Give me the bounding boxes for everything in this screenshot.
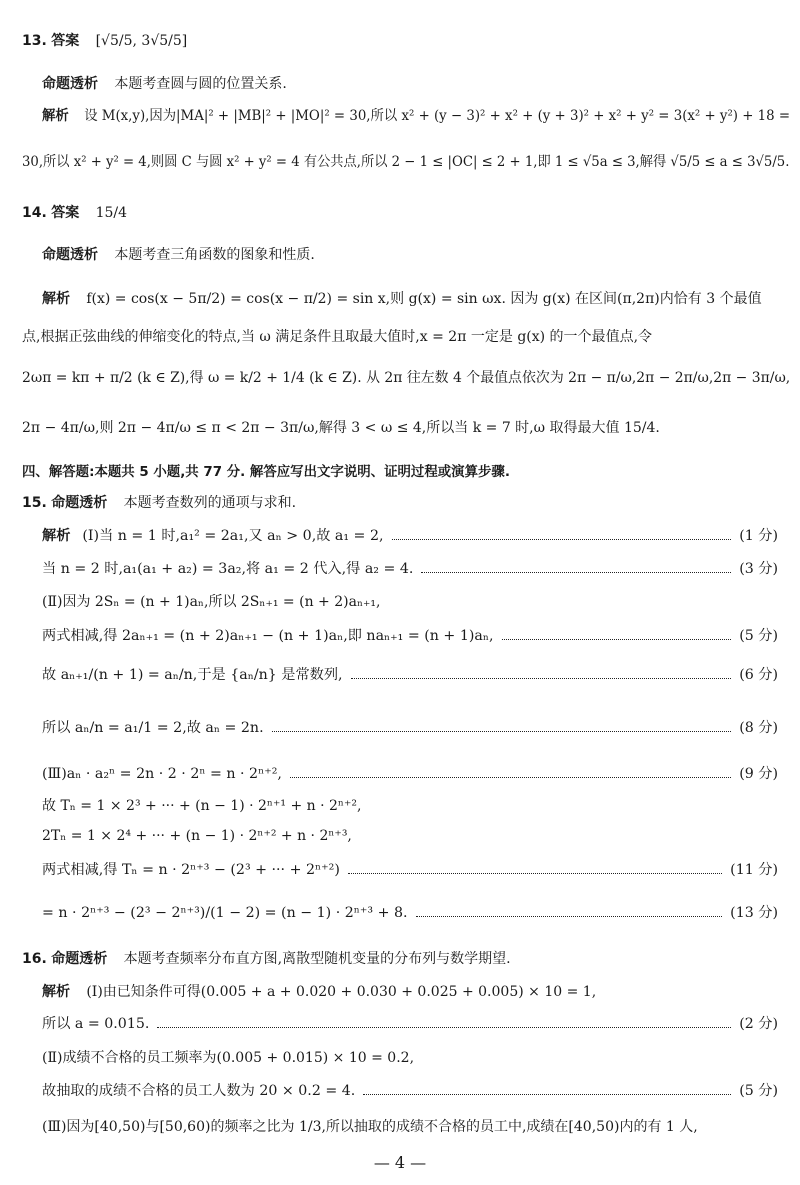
q15-step5-text: 故 aₙ₊₁/(n + 1) = aₙ/n,于是 {aₙ/n} 是常数列,	[42, 667, 343, 683]
q15-step2	[42, 558, 778, 578]
q16-score4: (5 分)	[739, 1083, 778, 1099]
q15-step4	[42, 625, 778, 645]
q14-analysis-label: 解析	[42, 291, 71, 307]
q16-score2: (2 分)	[739, 1016, 778, 1032]
q14-analysis-line3: 2ωπ = kπ + π/2 (k ∈ Z),得 ω = k/2 + 1/4 (k ∈ Z). 从 2π 往左数 4 个最值点依次为 2π − π/ω,2π − 2π/ω,2π − 3π/ω,	[22, 370, 791, 386]
q14-answer-label: 答案	[51, 205, 80, 221]
q13-analysis-text1: 设 M(x,y),因为|MA|² + |MB|² + |MO|² = 30,所以 x² + (y − 3)² + x² + (y + 3)² + x² + y² = 3(x² + y²) + 18 =	[84, 108, 791, 124]
q13-intent-label: 命题透析	[42, 76, 99, 92]
q13-answer-label: 答案	[51, 33, 80, 49]
q15-number: 15.	[22, 495, 47, 511]
q13-number: 13.	[22, 33, 47, 49]
q16-step5: (Ⅲ)因为[40,50)与[50,60)的频率之比为 1/3,所以抽取的成绩不合格的员工中,成绩在[40,50)内的有 1 人,	[42, 1119, 698, 1135]
q15-step1-text: (Ⅰ)当 n = 1 时,a₁² = 2a₁,又 aₙ > 0,故 a₁ = 2,	[82, 528, 384, 544]
q14-answer-line	[22, 202, 790, 222]
q14-number: 14.	[22, 205, 47, 221]
q15-score6: (8 分)	[739, 720, 778, 736]
q16-number: 16.	[22, 951, 47, 967]
q15-step6-text: 所以 aₙ/n = a₁/1 = 2,故 aₙ = 2n.	[42, 720, 264, 736]
q16-step1	[42, 981, 790, 1001]
q16-step3: (Ⅱ)成绩不合格的员工频率为(0.005 + 0.015) × 10 = 0.2,	[42, 1050, 415, 1066]
q15-step7-text: (Ⅲ)aₙ · a₂ⁿ = 2n · 2 · 2ⁿ = n · 2ⁿ⁺²,	[42, 766, 282, 782]
q15-step6	[42, 717, 778, 737]
q14-analysis-line1	[42, 288, 790, 308]
q13-analysis-line1	[42, 105, 791, 125]
q15-score1: (1 分)	[739, 528, 778, 544]
q16-step1-text: (Ⅰ)由已知条件可得(0.005 + a + 0.020 + 0.030 + 0.025 + 0.005) × 10 = 1,	[86, 984, 597, 1000]
page-number: — 4 —	[373, 1153, 427, 1172]
leader-dots	[157, 1026, 731, 1028]
q14-intent	[42, 244, 790, 264]
q16-intent-text: 本题考查频率分布直方图,离散型随机变量的分布列与数学期望.	[123, 951, 511, 967]
q15-intent	[22, 492, 790, 512]
q13-analysis-line2: 30,所以 x² + y² = 4,则圆 C 与圆 x² + y² = 4 有公共点,所以 2 − 1 ≤ |OC| ≤ 2 + 1,即 1 ≤ √5a ≤ 3,解得 √5/5 ≤ a ≤ 3√5/5.	[22, 154, 790, 170]
q16-step4	[42, 1080, 778, 1100]
leader-dots	[363, 1093, 731, 1095]
q15-intent-text: 本题考查数列的通项与求和.	[123, 495, 297, 511]
q15-step4-text: 两式相减,得 2aₙ₊₁ = (n + 2)aₙ₊₁ − (n + 1)aₙ,即 naₙ₊₁ = (n + 1)aₙ,	[42, 628, 494, 644]
q13-answer: [√5/5, 3√5/5]	[95, 33, 188, 49]
q15-step1	[42, 525, 778, 545]
q15-score4: (5 分)	[739, 628, 778, 644]
q14-analysis-text1: f(x) = cos(x − 5π/2) = cos(x − π/2) = sin x,则 g(x) = sin ωx. 因为 g(x) 在区间(π,2π)内恰有 3 个最值	[86, 291, 762, 307]
leader-dots	[502, 638, 732, 640]
q13-intent	[42, 73, 790, 93]
q15-step3: (Ⅱ)因为 2Sₙ = (n + 1)aₙ,所以 2Sₙ₊₁ = (n + 2)aₙ₊₁,	[42, 594, 381, 610]
q15-step10	[42, 859, 778, 879]
q15-step11-text: = n · 2ⁿ⁺³ − (2³ − 2ⁿ⁺³)/(1 − 2) = (n − 1) · 2ⁿ⁺³ + 8.	[42, 905, 408, 921]
q15-score7: (9 分)	[739, 766, 778, 782]
q16-step2-text: 所以 a = 0.015.	[42, 1016, 150, 1032]
leader-dots	[272, 730, 732, 732]
q13-analysis-label: 解析	[42, 108, 69, 124]
q14-analysis-line2: 点,根据正弦曲线的伸缩变化的特点,当 ω 满足条件且取最大值时,x = 2π 一定是 g(x) 的一个最值点,令	[22, 329, 653, 345]
q15-step10-text: 两式相减,得 Tₙ = n · 2ⁿ⁺³ − (2³ + ··· + 2ⁿ⁺²)	[42, 862, 340, 878]
q15-score11: (13 分)	[730, 905, 778, 921]
leader-dots	[421, 571, 731, 573]
section-4-heading: 四、解答题:本题共 5 小题,共 77 分. 解答应写出文字说明、证明过程或演算步骤.	[22, 464, 510, 480]
q16-intent	[22, 948, 790, 968]
q16-step2	[42, 1013, 778, 1033]
leader-dots	[290, 776, 731, 778]
q14-answer: 15/4	[95, 205, 128, 221]
q15-score2: (3 分)	[739, 561, 778, 577]
q15-analysis-label: 解析	[42, 528, 71, 544]
q16-intent-label: 命题透析	[51, 951, 108, 967]
q15-score10: (11 分)	[730, 862, 778, 878]
q13-answer-line	[22, 30, 790, 50]
q14-intent-label: 命题透析	[42, 247, 99, 263]
q13-intent-text: 本题考查圆与圆的位置关系.	[114, 76, 287, 92]
q15-step8: 故 Tₙ = 1 × 2³ + ··· + (n − 1) · 2ⁿ⁺¹ + n · 2ⁿ⁺²,	[42, 798, 362, 814]
leader-dots	[351, 677, 732, 679]
q15-score5: (6 分)	[739, 667, 778, 683]
q14-intent-text: 本题考查三角函数的图象和性质.	[114, 247, 315, 263]
q14-analysis-line4: 2π − 4π/ω,则 2π − 4π/ω ≤ π < 2π − 3π/ω,解得 3 < ω ≤ 4,所以当 k = 7 时,ω 取得最大值 15/4.	[22, 420, 660, 436]
q16-analysis-label: 解析	[42, 984, 71, 1000]
q16-step4-text: 故抽取的成绩不合格的员工人数为 20 × 0.2 = 4.	[42, 1083, 356, 1099]
leader-dots	[392, 538, 732, 540]
leader-dots	[348, 872, 722, 874]
q15-step5	[42, 664, 778, 684]
q15-step9: 2Tₙ = 1 × 2⁴ + ··· + (n − 1) · 2ⁿ⁺² + n · 2ⁿ⁺³,	[42, 828, 352, 844]
q15-intent-label: 命题透析	[51, 495, 108, 511]
leader-dots	[416, 915, 723, 917]
q15-step11	[42, 902, 778, 922]
q15-step2-text: 当 n = 2 时,a₁(a₁ + a₂) = 3a₂,将 a₁ = 2 代入,得 a₂ = 4.	[42, 561, 414, 577]
q15-step7	[42, 763, 778, 783]
